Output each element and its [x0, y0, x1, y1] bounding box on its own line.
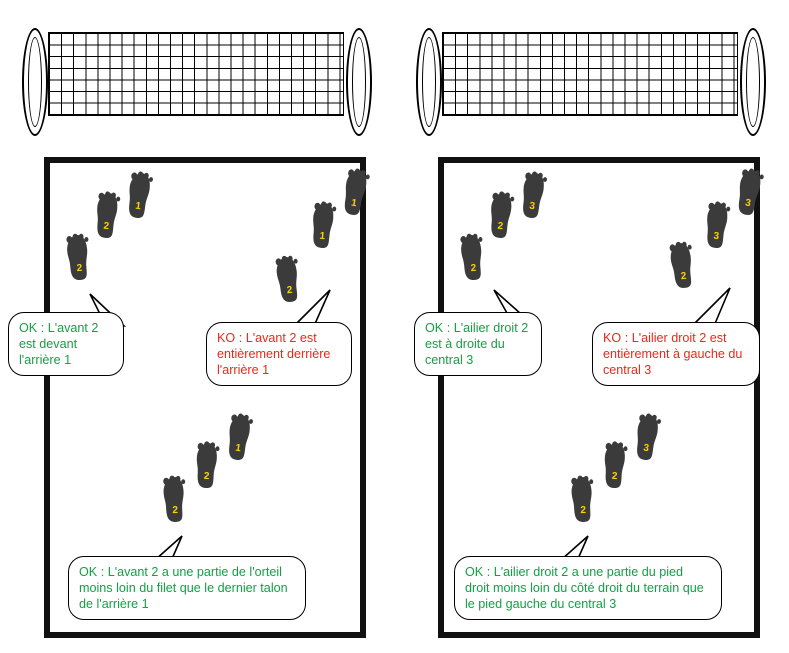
- footprint: [120, 169, 158, 231]
- footprint-label: 2: [580, 504, 587, 517]
- footprint-label: 2: [470, 262, 477, 275]
- net-post-left-icon: [416, 28, 442, 136]
- net-post-right-icon: [346, 28, 372, 136]
- footprint-label: 2: [611, 470, 618, 483]
- callout-ok-ailier-droite: OK : L'ailier droit 2 est à droite du central 3: [414, 312, 542, 376]
- callout-ok-orteil-talon: OK : L'avant 2 a une partie de l'orteil moins loin du filet que le dernier talon de l'arrière 1: [68, 556, 306, 620]
- footprint-label: 1: [350, 197, 358, 210]
- footprint: [456, 232, 490, 292]
- callout-ko-avant-derriere: KO : L'avant 2 est entièrement derrière l'arrière 1: [206, 322, 352, 386]
- footprint-label: 2: [102, 220, 110, 233]
- footprint: [514, 169, 552, 231]
- net-post-left-icon: [22, 28, 48, 136]
- footprint-label: 3: [642, 442, 650, 455]
- footprint: [699, 200, 735, 261]
- footprint: [729, 166, 769, 228]
- panel-avant-arriere: [0, 0, 394, 653]
- net-post-right-icon: [740, 28, 766, 136]
- footprint: [628, 411, 666, 473]
- callout-ok-avant-devant: OK : L'avant 2 est devant l'arrière 1: [8, 312, 124, 376]
- footprint: [220, 411, 258, 473]
- footprint-label: 1: [134, 200, 142, 213]
- footprint-label: 2: [203, 470, 210, 483]
- footprint: [335, 166, 375, 228]
- footprint: [62, 232, 96, 292]
- net-mesh: [442, 32, 738, 116]
- footprint-label: 3: [712, 230, 720, 243]
- footprint-label: 2: [496, 220, 504, 233]
- footprint-label: 2: [680, 270, 688, 283]
- net-mesh: [48, 32, 344, 116]
- callout-ko-ailier-gauche: KO : L'ailier droit 2 est entièrement à gauche du central 3: [592, 322, 760, 386]
- panel-ailier-central: [394, 0, 788, 653]
- callout-ok-pied-droit: OK : L'ailier droit 2 a une partie du pied droit moins loin du côté droit du terrain que le pied gauche du central 3: [454, 556, 722, 620]
- footprint-label: 2: [76, 262, 83, 275]
- footprint-label: 1: [234, 442, 242, 455]
- footprint-label: 2: [286, 284, 294, 297]
- volleyball-net-right: [416, 18, 766, 146]
- footprint-label: 3: [744, 197, 752, 210]
- footprint: [567, 474, 599, 533]
- footprint-label: 3: [528, 200, 536, 213]
- footprint: [305, 200, 341, 261]
- footprint: [159, 474, 191, 533]
- footprint-label: 1: [318, 230, 326, 243]
- footprint: [483, 190, 519, 251]
- footprint: [89, 190, 125, 251]
- volleyball-net-left: [22, 18, 372, 146]
- footprint: [598, 440, 632, 500]
- footprint-label: 2: [172, 504, 179, 517]
- footprint: [190, 440, 224, 500]
